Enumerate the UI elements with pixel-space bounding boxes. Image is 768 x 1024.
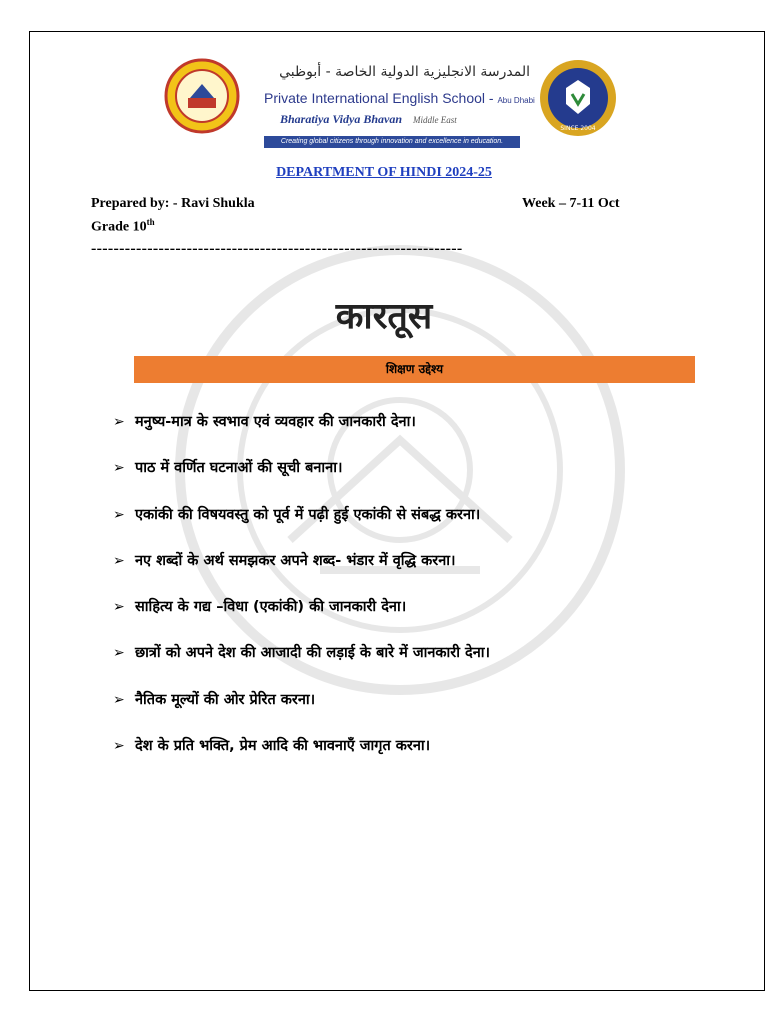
since-year-text: SINCE 2004 xyxy=(560,125,596,132)
arrow-bullet-icon: ➢ xyxy=(113,645,125,662)
objective-text: नैतिक मूल्यों की ओर प्रेरित करना। xyxy=(135,691,316,708)
list-item xyxy=(113,456,733,502)
school-crest-logo xyxy=(164,58,240,134)
grade-label xyxy=(91,217,155,236)
objective-text: मनुष्य-मात्र के स्वभाव एवं व्यवहार की जानकारी देना। xyxy=(135,414,416,430)
objective-text: छात्रों को अपने देश की आजादी की लड़ाई के बारे में जानकारी देना। xyxy=(135,645,491,662)
list-item xyxy=(113,688,733,734)
bvb-name xyxy=(280,112,457,127)
grade-suffix: th xyxy=(146,217,155,227)
list-item xyxy=(113,734,733,780)
school-header xyxy=(150,50,622,150)
objective-text: साहित्य के गद्य –विधा (एकांकी) की जानकारी देना। xyxy=(135,599,407,616)
bvb-name-text: Bharatiya Vidya Bhavan xyxy=(280,112,403,126)
separator-line: ------------------------------------------------------------------ xyxy=(91,240,463,257)
school-location: Abu Dhabi xyxy=(497,96,535,105)
school-tagline: Creating global citizens through innovation and excellence in education. xyxy=(264,136,520,148)
bvb-crest-logo xyxy=(538,58,618,138)
week-range: Week – 7-11 Oct xyxy=(522,196,620,211)
arrow-bullet-icon: ➢ xyxy=(113,738,125,755)
arrow-bullet-icon: ➢ xyxy=(113,599,125,616)
list-item xyxy=(113,641,733,687)
department-title: DEPARTMENT OF HINDI 2024-25 xyxy=(276,165,492,180)
objectives-heading: शिक्षण उद्देश्य xyxy=(385,362,444,376)
objective-text: देश के प्रति भक्ति, प्रेम आदि की भावनाएँ जागृत करना। xyxy=(135,738,431,755)
objectives-list xyxy=(113,410,733,780)
school-name-arabic: المدرسة الانجليزية الدولية الخاصة - أبوظبي xyxy=(279,64,530,80)
school-name xyxy=(264,90,534,106)
objective-text: एकांकी की विषयवस्तु को पूर्व में पढ़ी हुई एकांकी से संबद्ध करना। xyxy=(135,506,481,523)
list-item xyxy=(113,503,733,549)
grade-text: Grade 10 xyxy=(91,219,147,235)
arrow-bullet-icon: ➢ xyxy=(113,691,125,708)
list-item xyxy=(113,595,733,641)
bvb-signature: Middle East xyxy=(413,115,457,125)
school-name-text: Private International English School - xyxy=(264,90,494,106)
arrow-bullet-icon: ➢ xyxy=(113,414,125,430)
objective-text: नए शब्दों के अर्थ समझकर अपने शब्द- भंडार में वृद्धि करना। xyxy=(135,552,456,569)
list-item xyxy=(113,549,733,595)
arrow-bullet-icon: ➢ xyxy=(113,460,125,477)
arrow-bullet-icon: ➢ xyxy=(113,552,125,569)
objective-text: पाठ में वर्णित घटनाओं की सूची बनाना। xyxy=(135,460,343,477)
list-item xyxy=(113,410,733,456)
prepared-by: Prepared by: - Ravi Shukla xyxy=(91,196,255,211)
chapter-title: कारतूस xyxy=(335,296,433,337)
objectives-heading-bar xyxy=(134,356,695,383)
arrow-bullet-icon: ➢ xyxy=(113,506,125,523)
